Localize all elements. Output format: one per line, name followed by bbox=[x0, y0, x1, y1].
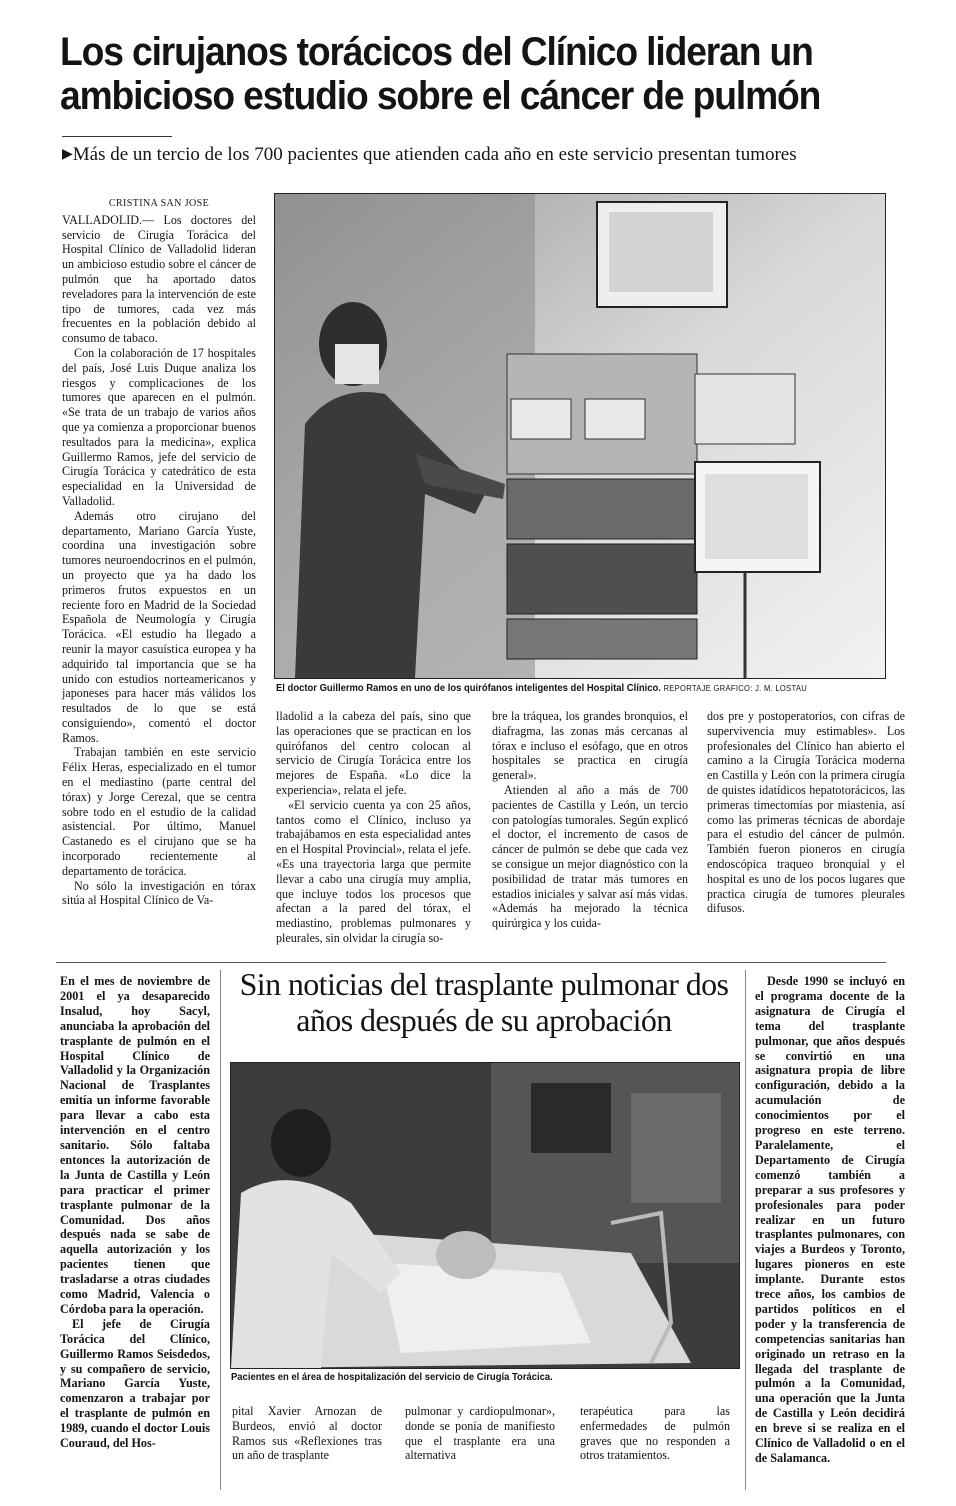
column-rule bbox=[220, 970, 221, 1490]
column-rule bbox=[745, 970, 746, 1490]
photo-caption bbox=[276, 682, 807, 695]
paragraph: Con la colaboración de 17 hospitales del país, José Luis Duque analiza los riesgos y complicaciones de los tumores que aparecen en el pulmón. «Se trata de un trabajo de varios años que ya comienza a proporcionar buenos resultados para la medicina», explica Guillermo Ramos, jefe del servicio de Cirugía Torácica y catedrático de esta especialidad en la Universidad de Valladolid. bbox=[62, 345, 256, 508]
paragraph: pital Xavier Arnozan de Burdeos, envió al doctor Ramos sus «Reflexiones tras un año de trasplante bbox=[232, 1404, 382, 1463]
paragraph: pulmonar y cardiopulmonar», donde se ponía de manifiesto que el trasplante era una alternativa bbox=[405, 1404, 555, 1463]
paragraph: Además otro cirujano del departamento, Mariano García Yuste, coordina una investigación sobre tumores neuroendocrinos en el pulmón, un proyecto que ya ha dado los primeros frutos expuestos en un reciente foro en Madrid de la Sociedad Española de Neumología y Cirugía Torácica. «El estudio ha llegado a reunir la mayor casuística europea y ha adquirido tal importancia que se ha unido con estudios norteamericanos y japoneses para hacer más válidos los resultados de lo que se está consiguiendo», comentó el doctor Ramos. bbox=[62, 508, 256, 745]
right-triangle-icon: ▶ bbox=[62, 147, 73, 162]
sidebar-bottom-column-3 bbox=[580, 1404, 730, 1463]
paragraph: El jefe de Cirugía Torácica del Clínico, Guillermo Ramos Seisdedos, y su compañero de servicio, Mariano García Yuste, comenzaron a trabajar por el trasplante de pulmón en 1989, cuando el doctor Louis Couraud, del Hos- bbox=[60, 1316, 210, 1451]
paragraph: dos pre y postoperatorios, con cifras de supervivencia muy estimables». Los profesionales del Clínico han abierto el camino a la Cirugía Torácica moderna en Castilla y León con la primera cirugía de quistes idatídicos hepatotorácicos, las primeras timectomías por miastenia, así como las primeras técnicas de abordaje para el estudio del cáncer de pulmón. También fueron pioneros en cirugía endoscópica traqueo bronquial y el hospital es uno de los pocos lugares que practica cirugía de tumores pleurales difusos. bbox=[707, 709, 905, 916]
byline: CRISTINA SAN JOSE bbox=[108, 198, 210, 209]
paragraph: bre la tráquea, los grandes bronquios, el diafragma, las zonas más cercanas al tórax e incluso el esófago, que en otros hospitales se practica en cirugía general». bbox=[492, 709, 688, 783]
section-divider bbox=[56, 962, 886, 963]
paragraph: Trabajan también en este servicio Félix Heras, especializado en el tumor en el mediastino (parte central del tórax) y Jorge Cerezal, que se centra sobre todo en el estudio de la calidad asistencial. Por último, Manuel Castanedo es el cirujano que se ha incorporado recientemente al departamento de torácica. bbox=[62, 745, 256, 878]
article-column-4 bbox=[707, 709, 905, 916]
sidebar-left-column bbox=[60, 974, 210, 1451]
article-column-2 bbox=[276, 709, 471, 946]
paragraph: lladolid a la cabeza del país, sino que las operaciones que se practican en los quirófanos del centro colocan al servicio de Cirugía Torácica entre los mejores de España. «Lo dice la experiencia», relata el jefe. bbox=[276, 709, 471, 797]
paragraph: VALLADOLID.— Los doctores del servicio de Cirugía Torácica del Hospital Clínico de Valladolid lideran un ambicioso estudio sobre el cáncer de pulmón que ha aportado datos reveladores para la intervención de este tipo de tumores, cada vez más frecuentes en la población debido al consumo de tabaco. bbox=[62, 212, 256, 346]
photo-credit: REPORTAJE GRAFICO: J. M. LOSTAU bbox=[663, 683, 808, 693]
paragraph: En el mes de noviembre de 2001 el ya desaparecido Insalud, hoy Sacyl, anunciaba la aprobación del trasplante de pulmón en el Hospital Clínico de Valladolid y la Organización Nacional de Trasplantes emitía un informe favorable para llevar a cabo esta intervención en el centro sanitario. Sólo faltaba entonces la autorización de la Junta de Castilla y León para practicar el primer trasplante pulmonar de la Comunidad. Dos años después nada se sabe de aquella autorización y los pacientes tienen que trasladarse a otras ciudades como Madrid, Valencia o Córdoba para la operación. bbox=[60, 974, 210, 1316]
photo-illustration bbox=[275, 194, 885, 678]
paragraph: terapéutica para las enfermedades de pulmón graves que no responden a otros tratamientos. bbox=[580, 1404, 730, 1463]
paragraph: Atienden al año a más de 700 pacientes de Castilla y León, un tercio con patologías tumorales. Según explicó el doctor, el incremento de casos de cáncer de pulmón se debe que cada vez se consigue un mejor diagnóstico con la posibilidad de tratar más tumores en estadios iniciales y salvar así más vidas. «Además ha mejorado la técnica quirúrgica y los cuida- bbox=[492, 782, 688, 931]
subhead bbox=[62, 143, 942, 167]
paragraph: No sólo la investigación en tórax sitúa al Hospital Clínico de Va- bbox=[62, 878, 256, 908]
divider bbox=[62, 136, 172, 137]
photo-illustration bbox=[231, 1063, 739, 1368]
paragraph: Desde 1990 se incluyó en el programa docente de la asignatura de Cirugía el tema del trasplante pulmonar, que años después se convirtió en una asignatura propia de libre configuración, debido a la acumulación de conocimientos por el progreso en este terreno. Paralelamente, el Departamento de Cirugía comenzó también a preparar a sus profesores y profesionales para poder realizar en un futuro trasplantes pulmonares, con viajes a Burdeos y Toronto, lugares pioneros en este implante. Durante estos trece años, los cambios de partidos políticos en el poder y la transferencia de competencias sanitarias han originado un retraso en la llegada del trasplante de pulmón a la Comunidad, una operación que la Junta de Castilla y León decidirá en breve si se realiza en el Clínico de Valladolid o en el de Salamanca. bbox=[755, 974, 905, 1465]
headline: Los cirujanos torácicos del Clínico lideran un ambicioso estudio sobre el cáncer de pulmón bbox=[60, 30, 821, 118]
sidebar-bottom-column-2 bbox=[405, 1404, 555, 1463]
photo-caption-text: El doctor Guillermo Ramos en uno de los quirófanos inteligentes del Hospital Clínico. bbox=[276, 682, 661, 694]
paragraph: «El servicio cuenta ya con 25 años, tantos como el Clínico, incluso ya trabajábamos en esta especialidad antes en el Hospital Provincial», relata el jefe. «Es una trayectoria larga que permite llevar a cabo una cirugía muy amplia, que incluye todos los procesos que afectan a la pared del tórax, el mediastino, problemas pulmonares y pleurales, sin olvidar la cirugía so- bbox=[276, 797, 471, 945]
sidebar-headline: Sin noticias del trasplante pulmonar dos años después de su aprobación bbox=[239, 966, 729, 1038]
sidebar-right-column bbox=[755, 974, 905, 1466]
surgeon-photo bbox=[274, 193, 886, 679]
article-column-1 bbox=[62, 197, 256, 908]
article-column-3 bbox=[492, 709, 688, 931]
hospital-ward-photo bbox=[230, 1062, 740, 1369]
sidebar-bottom-column-1 bbox=[232, 1404, 382, 1463]
sidebar-photo-caption: Pacientes en el área de hospitalización del servicio de Cirugía Torácica. bbox=[231, 1371, 553, 1383]
subhead-text: Más de un tercio de los 700 pacientes que atienden cada año en este servicio presentan tumores bbox=[72, 144, 797, 165]
